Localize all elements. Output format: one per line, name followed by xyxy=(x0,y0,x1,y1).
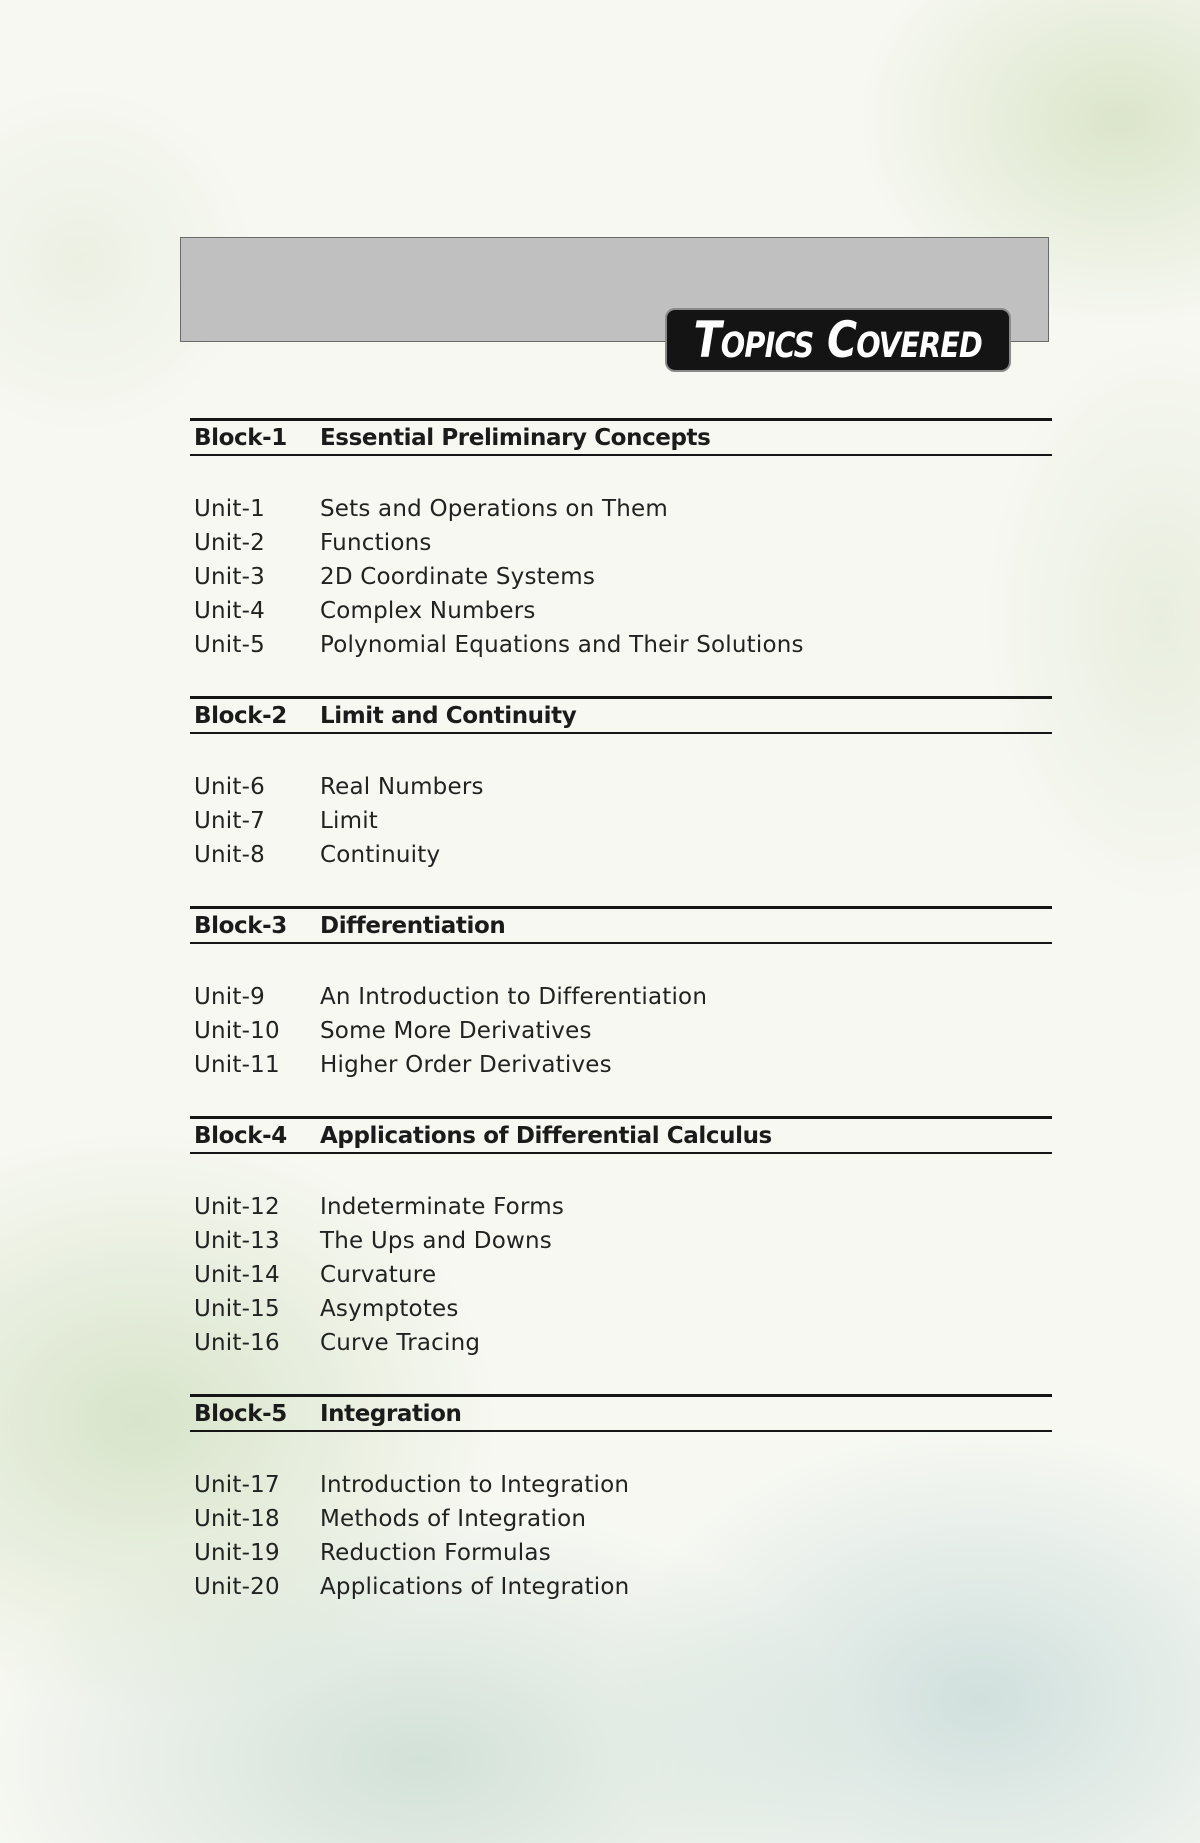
unit-list xyxy=(190,1468,1052,1604)
unit-title: Higher Order Derivatives xyxy=(320,1052,612,1078)
unit-label: Unit-4 xyxy=(194,598,265,624)
unit-row xyxy=(190,1224,1052,1258)
unit-label: Unit-16 xyxy=(194,1330,280,1356)
unit-title: Limit xyxy=(320,808,379,834)
unit-title: Some More Derivatives xyxy=(320,1018,592,1044)
unit-row xyxy=(190,1536,1052,1570)
heading-tag xyxy=(665,308,1011,372)
unit-label: Unit-6 xyxy=(194,774,265,800)
unit-label: Unit-13 xyxy=(194,1228,280,1254)
unit-title: Reduction Formulas xyxy=(320,1540,551,1566)
unit-label: Unit-1 xyxy=(194,496,265,522)
block-section xyxy=(190,696,1052,872)
unit-label: Unit-20 xyxy=(194,1574,280,1600)
block-label: Block-4 xyxy=(194,1122,287,1149)
unit-label: Unit-2 xyxy=(194,530,265,556)
unit-row xyxy=(190,1292,1052,1326)
block-header xyxy=(190,696,1052,734)
unit-label: Unit-8 xyxy=(194,842,265,868)
unit-title: Continuity xyxy=(320,842,441,868)
unit-label: Unit-11 xyxy=(194,1052,280,1078)
unit-label: Unit-12 xyxy=(194,1194,280,1220)
block-section xyxy=(190,906,1052,1082)
unit-title: Curvature xyxy=(320,1262,437,1288)
unit-row xyxy=(190,838,1052,872)
unit-list xyxy=(190,492,1052,662)
unit-title: Introduction to Integration xyxy=(320,1472,630,1498)
unit-title: 2D Coordinate Systems xyxy=(320,564,596,590)
unit-title: The Ups and Downs xyxy=(320,1228,552,1254)
block-section xyxy=(190,1116,1052,1360)
block-header xyxy=(190,418,1052,456)
unit-title: Asymptotes xyxy=(320,1296,459,1322)
unit-row xyxy=(190,1502,1052,1536)
unit-title: Curve Tracing xyxy=(320,1330,481,1356)
unit-label: Unit-15 xyxy=(194,1296,280,1322)
unit-list xyxy=(190,980,1052,1082)
unit-label: Unit-10 xyxy=(194,1018,280,1044)
block-title: Limit and Continuity xyxy=(320,702,577,729)
unit-title: Sets and Operations on Them xyxy=(320,496,668,522)
unit-title: An Introduction to Differentiation xyxy=(320,984,708,1010)
unit-row xyxy=(190,492,1052,526)
unit-title: Methods of Integration xyxy=(320,1506,587,1532)
unit-row xyxy=(190,1326,1052,1360)
block-label: Block-1 xyxy=(194,424,287,451)
unit-row xyxy=(190,526,1052,560)
unit-row xyxy=(190,804,1052,838)
unit-title: Applications of Integration xyxy=(320,1574,630,1600)
unit-label: Unit-18 xyxy=(194,1506,280,1532)
block-section xyxy=(190,1394,1052,1604)
unit-list xyxy=(190,770,1052,872)
unit-title: Functions xyxy=(320,530,432,556)
unit-row xyxy=(190,1570,1052,1604)
block-title: Essential Preliminary Concepts xyxy=(320,424,711,451)
unit-row xyxy=(190,1048,1052,1082)
unit-row xyxy=(190,1014,1052,1048)
unit-row xyxy=(190,560,1052,594)
unit-label: Unit-3 xyxy=(194,564,265,590)
unit-row xyxy=(190,1258,1052,1292)
unit-label: Unit-17 xyxy=(194,1472,280,1498)
unit-label: Unit-14 xyxy=(194,1262,280,1288)
unit-label: Unit-5 xyxy=(194,632,265,658)
unit-label: Unit-19 xyxy=(194,1540,280,1566)
unit-label: Unit-7 xyxy=(194,808,265,834)
unit-label: Unit-9 xyxy=(194,984,265,1010)
block-title: Applications of Differential Calculus xyxy=(320,1122,772,1149)
block-header xyxy=(190,1116,1052,1154)
unit-title: Real Numbers xyxy=(320,774,484,800)
block-header xyxy=(190,1394,1052,1432)
unit-row xyxy=(190,770,1052,804)
block-label: Block-3 xyxy=(194,912,287,939)
unit-title: Polynomial Equations and Their Solutions xyxy=(320,632,804,658)
block-label: Block-2 xyxy=(194,702,287,729)
block-title: Integration xyxy=(320,1400,462,1427)
unit-row xyxy=(190,1190,1052,1224)
unit-row xyxy=(190,628,1052,662)
block-label: Block-5 xyxy=(194,1400,287,1427)
unit-row xyxy=(190,1468,1052,1502)
unit-title: Indeterminate Forms xyxy=(320,1194,564,1220)
unit-title: Complex Numbers xyxy=(320,598,536,624)
topics-list xyxy=(190,418,1052,1638)
page-title: Topics Covered xyxy=(693,311,983,369)
unit-list xyxy=(190,1190,1052,1360)
block-header xyxy=(190,906,1052,944)
unit-row xyxy=(190,594,1052,628)
block-title: Differentiation xyxy=(320,912,506,939)
unit-row xyxy=(190,980,1052,1014)
block-section xyxy=(190,418,1052,662)
